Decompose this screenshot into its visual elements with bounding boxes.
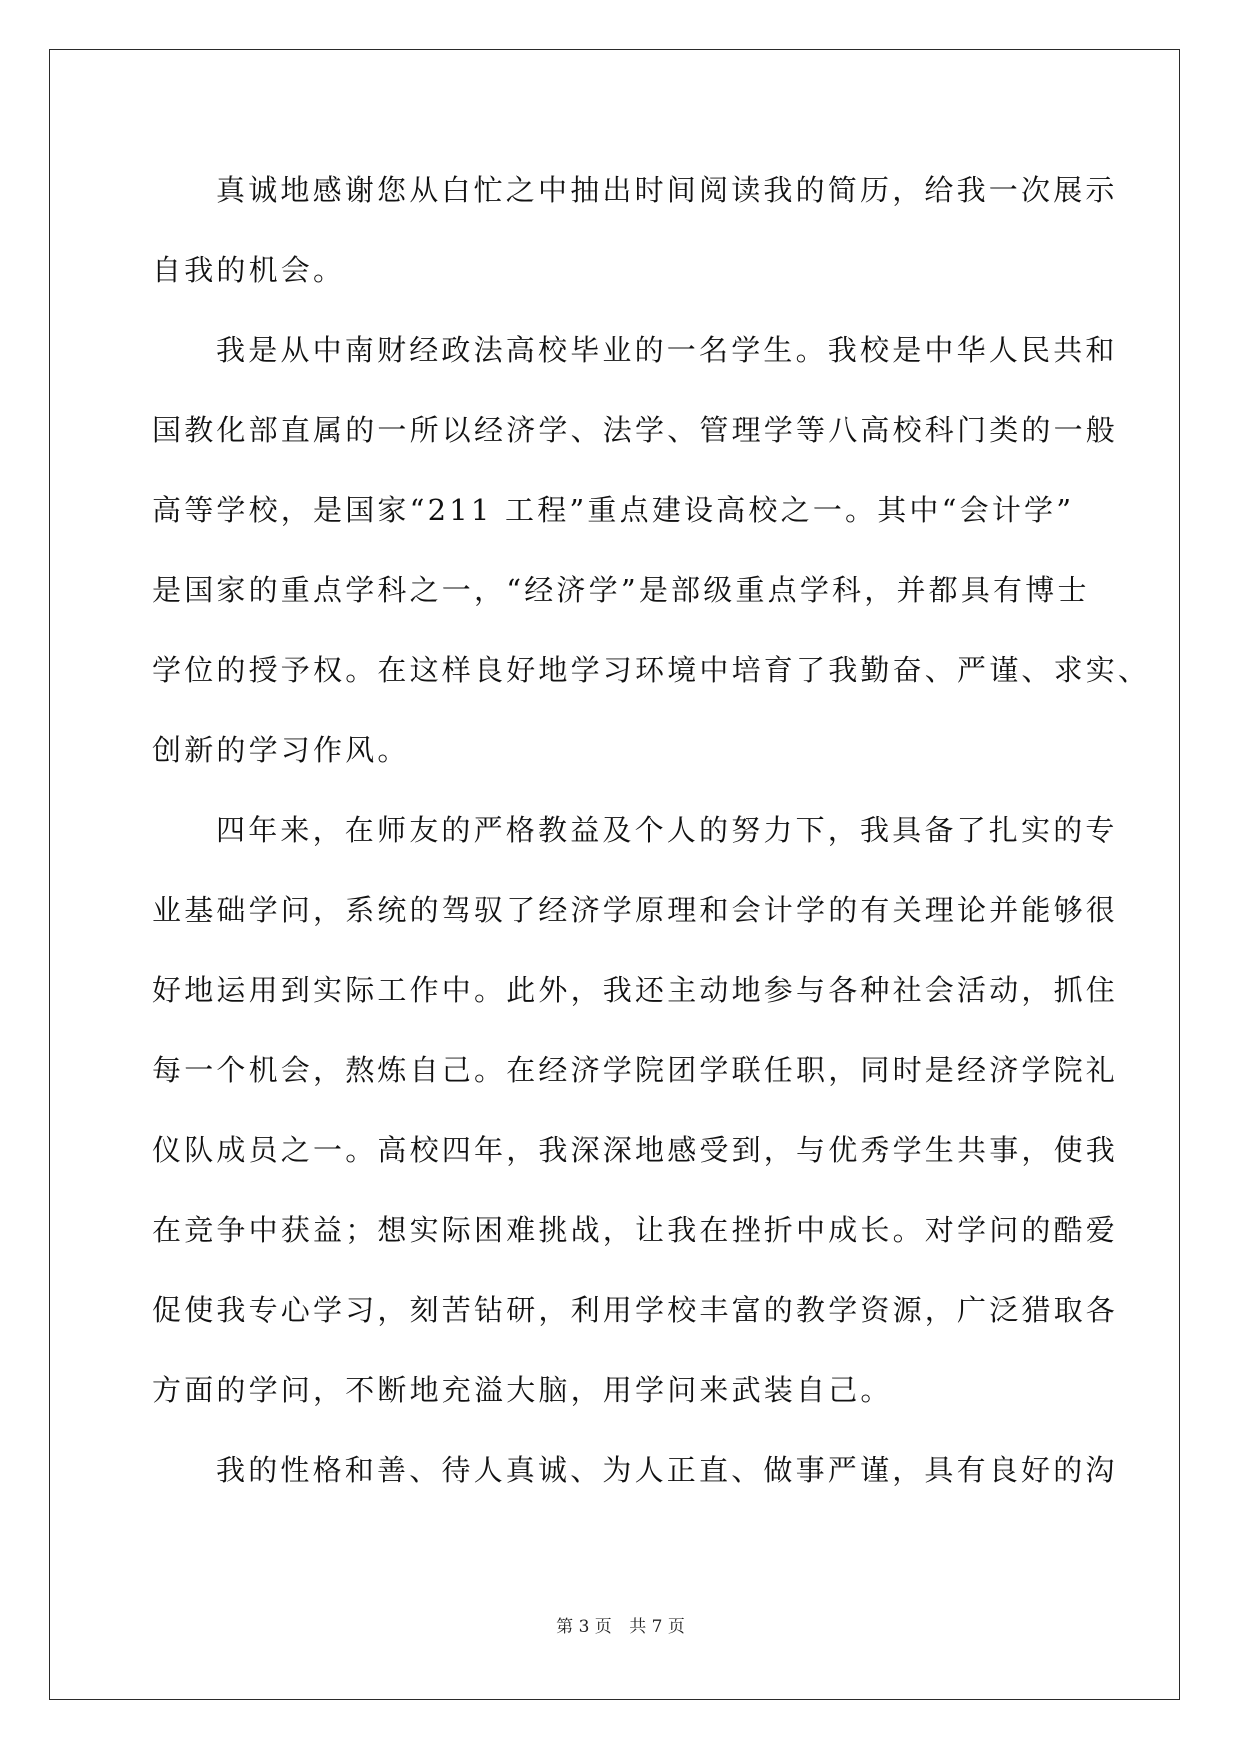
text-line: 业基础学问，系统的驾驭了经济学原理和会计学的有关理论并能够很 [152,893,1119,927]
text-line: 在竞争中获益；想实际困难挑战，让我在挫折中成长。对学问的酷爱 [152,1213,1119,1247]
text-line: 好地运用到实际工作中。此外，我还主动地参与各种社会活动，抓住 [152,973,1119,1007]
text-line: 促使我专心学习，刻苦钻研，利用学校丰富的教学资源，广泛猎取各 [152,1293,1119,1327]
text-line: 创新的学习作风。 [152,733,410,767]
text-line: 仪队成员之一。高校四年，我深深地感受到，与优秀学生共事，使我 [152,1133,1119,1167]
page-number-total: 共 7 页 [629,1617,685,1637]
text-line: 是国家的重点学科之一，“经济学”是部级重点学科，并都具有博士 [152,573,1090,607]
page-footer [0,1612,1241,1637]
text-line: 我是从中南财经政法高校毕业的一名学生。我校是中华人民共和 [216,333,1118,367]
text-line: 国教化部直属的一所以经济学、法学、管理学等八高校科门类的一般 [152,413,1119,447]
text-line: 四年来，在师友的严格教益及个人的努力下，我具备了扎实的专 [216,813,1118,847]
text-line: 真诚地感谢您从白忙之中抽出时间阅读我的简历，给我一次展示 [216,173,1118,207]
page-number-current: 第 3 页 [556,1617,612,1637]
text-line: 学位的授予权。在这样良好地学习环境中培育了我勤奋、严谨、求实、 [152,653,1151,687]
document-body [152,158,1151,1518]
text-line: 自我的机会。 [152,253,346,287]
text-line: 方面的学问，不断地充溢大脑，用学问来武装自己。 [152,1373,893,1407]
text-line: 我的性格和善、待人真诚、为人正直、做事严谨，具有良好的沟 [216,1453,1118,1487]
text-line: 每一个机会，熬炼自己。在经济学院团学联任职，同时是经济学院礼 [152,1053,1119,1087]
text-line: 高等学校，是国家“211 工程”重点建设高校之一。其中“会计学” [152,493,1075,527]
